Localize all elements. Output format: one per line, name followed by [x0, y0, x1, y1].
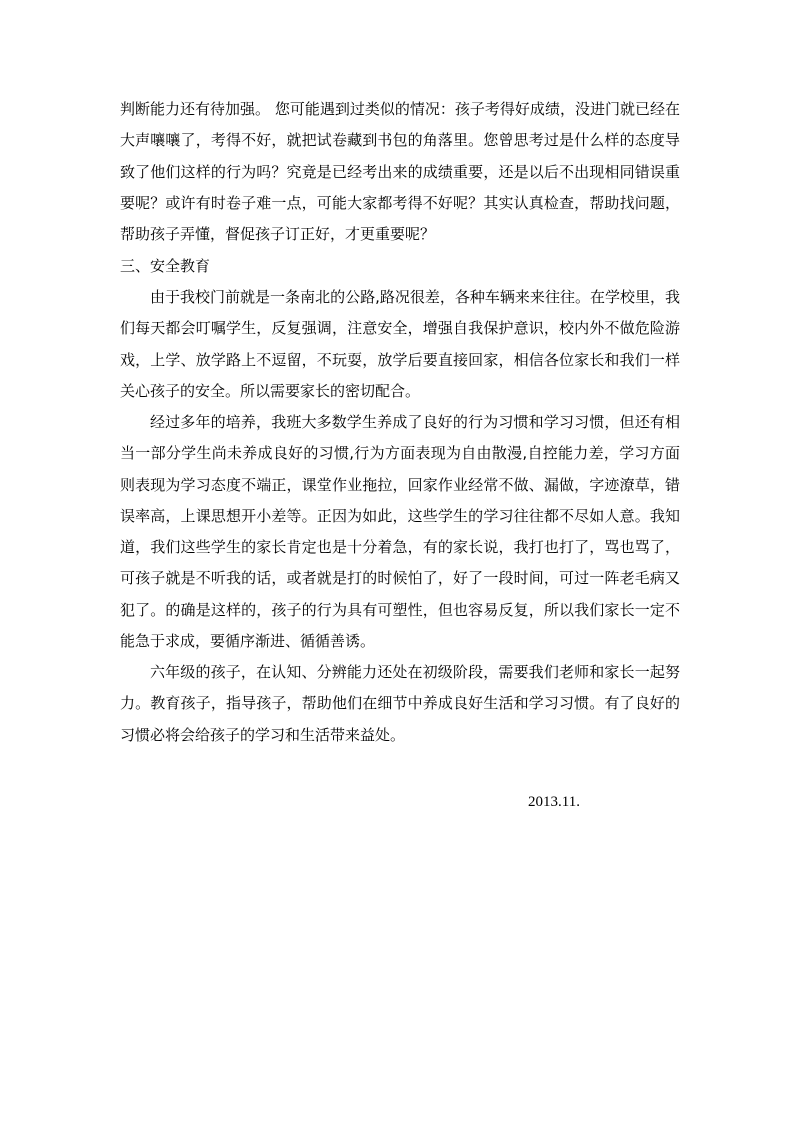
document-date: 2013.11.	[528, 794, 580, 810]
paragraph-habits: 经过多年的培养，我班大多数学生养成了良好的行为习惯和学习习惯，但还有相当一部分学生尚未养成良好的习惯,行为方面表现为自由散漫,自控能力差，学习方面则表现为学习态度不端正，课堂作业拖拉，回家作业经常不做、漏做，字迹潦草，错误率高，上课思想开小差等。正因为如此，这些学生的学习往往都不尽如人意。我知道，我们这些学生的家长肯定也是十分着急，有的家长说，我打也打了，骂也骂了，可孩子就是不听我的话，或者就是打的时候怕了，好了一段时间，可过一阵老毛病又犯了。的确是这样的，孩子的行为具有可塑性，但也容易反复，所以我们家长一定不能急于求成，要循序渐进、循循善诱。	[120, 413, 680, 651]
paragraph-safety: 由于我校门前就是一条南北的公路,路况很差，各种车辆来来往往。在学校里，我们每天都会叮嘱学生，反复强调，注意安全，增强自我保护意识，校内外不做危险游戏，上学、放学路上不逗留，不玩耍，放学后要直接回家，相信各位家长和我们一样关心孩子的安全。所以需要家长的密切配合。	[120, 288, 680, 400]
paragraph-grade-six: 六年级的孩子，在认知、分辨能力还处在初级阶段，需要我们老师和家长一起努力。教育孩子，指导孩子，帮助他们在细节中养成良好生活和学习习惯。有了良好的习惯必将会给孩子的学习和生活带来益处。	[120, 663, 680, 744]
section-heading-safety-education: 三、安全教育	[120, 257, 211, 275]
paragraph-judgment-ability: 判断能力还有待加强。 您可能遇到过类似的情况：孩子考得好成绩，没进门就已经在大声嚷嚷了，考得不好，就把试卷藏到书包的角落里。您曾思考过是什么样的态度导致了他们这样的行为吗？究竟是已经考出来的成绩重要，还是以后不出现相同错误重要呢？或许有时卷子难一点，可能大家都考得不好呢？其实认真检查，帮助找问题，帮助孩子弄懂，督促孩子订正好，才更重要呢？	[120, 100, 680, 244]
